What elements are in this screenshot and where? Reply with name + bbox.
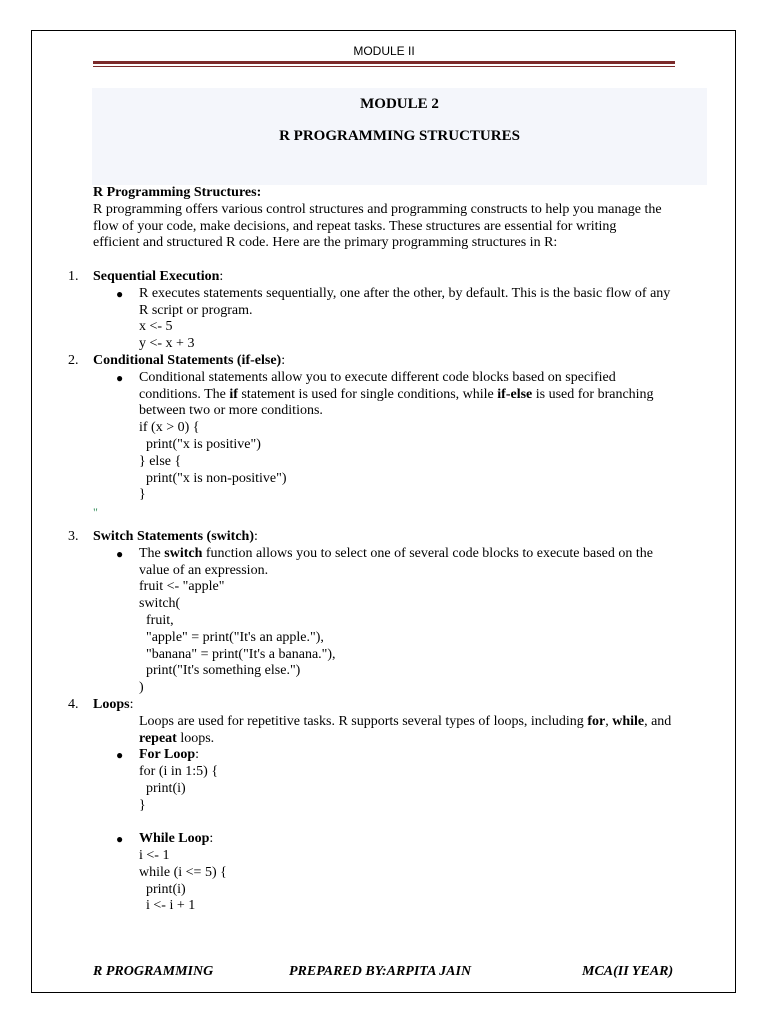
document-body <box>0 185 768 915</box>
code-line: print("x is positive") <box>139 436 261 452</box>
title-box <box>92 88 707 185</box>
bullet-item: ● R executes statements sequentially, one after the other, by default. This is the basic flow of any R script or program. <box>116 285 671 318</box>
code-line: if (x > 0) { <box>139 420 200 436</box>
footer-course: R PROGRAMMING <box>93 964 214 979</box>
section-number: 3. <box>68 528 79 544</box>
code-line: } else { <box>139 453 182 469</box>
code-line: ) <box>139 680 144 696</box>
section-title: Conditional Statements (if-else) <box>93 352 282 368</box>
section-title: Loops <box>93 696 130 712</box>
stray-quote-mark: " <box>93 505 98 520</box>
bullet-item: ● The switch function allows you to select one of several code blocks to execute based on the value of an expression. <box>116 545 653 578</box>
section-loops: 4. Loops: <box>68 696 134 712</box>
section-title: Sequential Execution <box>93 268 220 284</box>
bullet-item-while-loop: ● While Loop: <box>116 831 214 847</box>
bullet-icon: ● <box>116 370 124 385</box>
bullet-icon: ● <box>116 748 124 763</box>
bullet-icon: ● <box>116 546 124 561</box>
bullet-icon: ● <box>116 832 124 847</box>
code-line: print("It's something else.") <box>139 663 301 679</box>
code-line: print("x is non-positive") <box>139 470 287 486</box>
code-line: } <box>139 797 146 813</box>
code-line: "apple" = print("It's an apple."), <box>139 629 324 645</box>
code-line: i <- i + 1 <box>139 898 196 914</box>
section-number: 1. <box>68 268 79 284</box>
footer-class: MCA(II YEAR) <box>582 964 674 979</box>
module-title: MODULE 2 <box>360 96 439 112</box>
header-rule-thick <box>93 61 675 64</box>
loops-description: Loops are used for repetitive tasks. R supports several types of loops, including for, while, and repeat loops. <box>139 713 672 746</box>
intro-heading: R Programming Structures: <box>93 185 262 200</box>
running-header: MODULE II <box>353 44 415 58</box>
header-rule-thin <box>93 66 675 67</box>
code-line: print(i) <box>139 780 186 796</box>
section-number: 4. <box>68 696 79 712</box>
code-line: switch( <box>139 596 181 612</box>
bullet-item-for-loop: ● For Loop: <box>116 747 200 763</box>
section-sequential-execution: 1. Sequential Execution: <box>68 268 224 284</box>
code-line: x <- 5 <box>139 319 173 335</box>
bullet-icon: ● <box>116 286 124 301</box>
code-line: } <box>139 487 146 503</box>
footer-author: PREPARED BY:ARPITA JAIN <box>289 964 472 979</box>
bullet-item: ● Conditional statements allow you to execute different code blocks based on specified conditions. The if statement is used for single conditions, while if-else is used for branching between two or more conditions. <box>116 369 654 419</box>
code-line: i <- 1 <box>139 848 170 864</box>
code-line: fruit <- "apple" <box>139 579 225 595</box>
code-line: print(i) <box>139 881 186 897</box>
code-line: y <- x + 3 <box>139 336 195 352</box>
module-subtitle: R PROGRAMMING STRUCTURES <box>279 128 520 144</box>
code-line: "banana" = print("It's a banana."), <box>139 646 336 662</box>
code-line: fruit, <box>139 612 174 628</box>
section-conditional-statements: 2. Conditional Statements (if-else): <box>68 352 286 368</box>
section-title: Switch Statements (switch) <box>93 528 254 544</box>
section-number: 2. <box>68 352 79 368</box>
code-line: for (i in 1:5) { <box>139 764 219 780</box>
code-line: while (i <= 5) { <box>139 864 227 880</box>
intro-paragraph: R programming offers various control structures and programming constructs to help you manage the flow of your code, make decisions, and repeat tasks. These structures are essential for writing efficient and structured R code. Here are the primary programming structures in R: <box>93 201 662 251</box>
section-switch-statements: 3. Switch Statements (switch): <box>68 528 258 544</box>
